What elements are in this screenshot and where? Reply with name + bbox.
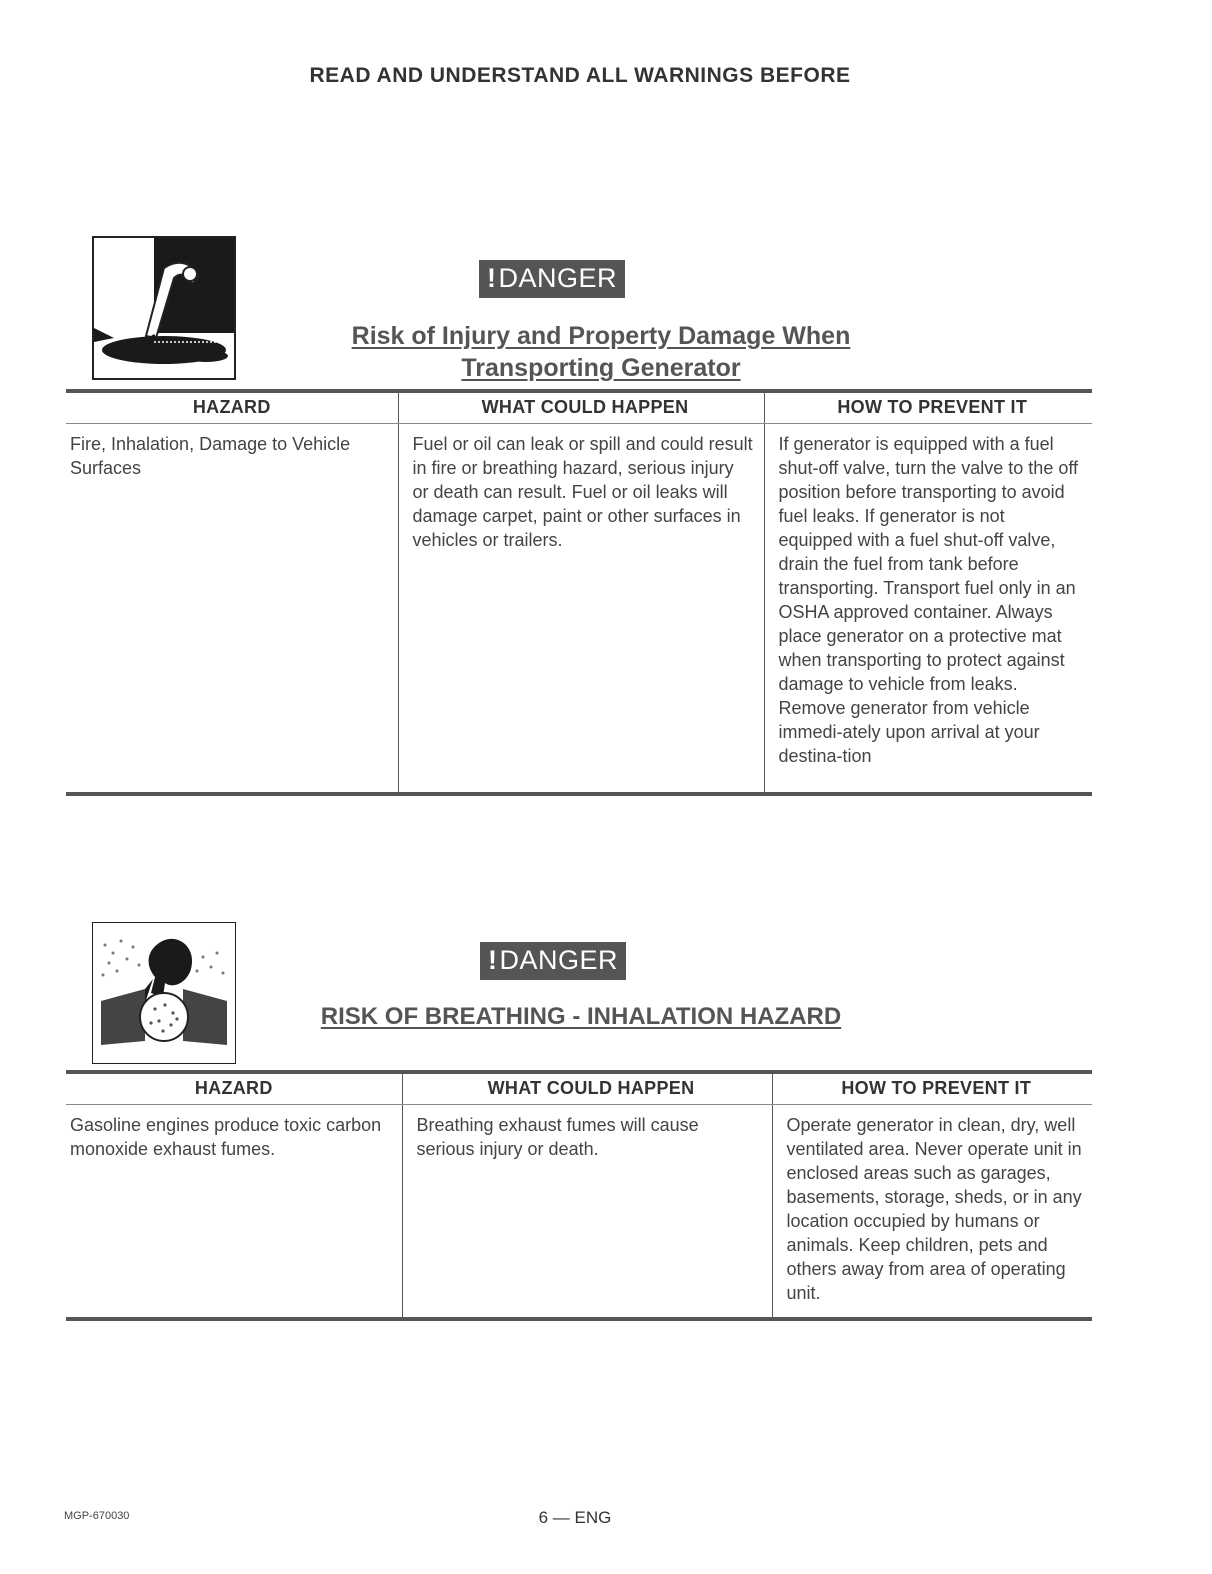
section-title (256, 1002, 906, 1032)
danger-section-inhalation (66, 920, 1092, 1340)
warning-triangle-icon: ! (487, 263, 497, 293)
danger-label: DANGER (499, 945, 619, 975)
danger-badge (480, 942, 626, 980)
page-number: 6 — ENG (538, 1508, 612, 1527)
table-row (66, 1105, 1092, 1320)
danger-section-transport (66, 236, 1092, 806)
fuel-spill-icon (92, 236, 236, 380)
what-could-happen-cell: Breathing exhaust fumes will cause serious injury or death. (402, 1105, 772, 1320)
danger-badge (479, 260, 625, 298)
danger-label: DANGER (498, 263, 618, 293)
hazard-table (66, 389, 1092, 796)
page-header: READ AND UNDERSTAND ALL WARNINGS BEFORE (309, 64, 851, 87)
section-title-line2: Transporting Generator (461, 354, 741, 382)
column-header-hazard: HAZARD (66, 391, 398, 424)
hazard-table (66, 1070, 1092, 1321)
column-header-what-could-happen: WHAT COULD HAPPEN (398, 391, 764, 424)
section-title-line1: RISK OF BREATHING - INHALATION HAZARD (320, 1003, 842, 1030)
column-header-how-to-prevent: HOW TO PREVENT IT (764, 391, 1092, 424)
table-row (66, 424, 1092, 795)
column-header-what-could-happen: WHAT COULD HAPPEN (402, 1072, 772, 1105)
what-could-happen-cell: Fuel or oil can leak or spill and could result in fire or breathing hazard, serious injury or death can result. Fuel or oil leaks will damage carpet, paint or other surfaces in vehicles or trailers. (398, 424, 764, 795)
column-header-how-to-prevent: HOW TO PREVENT IT (772, 1072, 1092, 1105)
section-title (226, 320, 976, 384)
hazard-cell: Gasoline engines produce toxic carbon monoxide exhaust fumes. (66, 1105, 402, 1320)
document-code: MGP-670030 (64, 1510, 130, 1522)
how-to-prevent-cell: Operate generator in clean, dry, well ventilated area. Never operate unit in enclosed areas such as garages, basements, storage, sheds, or in any location occupied by humans or animals. Keep children, pets and others away from area of operating unit. (772, 1105, 1092, 1320)
inhalation-hazard-icon (92, 922, 236, 1064)
how-to-prevent-cell: If generator is equipped with a fuel shut-off valve, turn the valve to the off position before transporting to avoid fuel leaks. If generator is not equipped with a fuel shut-off valve, drain the fuel from tank before transporting. Transport fuel only in an OSHA approved container. Always place generator on a protective mat when transporting to protect against damage to vehicle from leaks. Remove generator from vehicle immedi-ately upon arrival at your destina-tion (764, 424, 1092, 795)
section-title-line1: Risk of Injury and Property Damage When (351, 322, 851, 350)
warning-triangle-icon: ! (488, 945, 498, 975)
column-header-hazard: HAZARD (66, 1072, 402, 1105)
hazard-cell: Fire, Inhalation, Damage to Vehicle Surfaces (66, 424, 398, 795)
